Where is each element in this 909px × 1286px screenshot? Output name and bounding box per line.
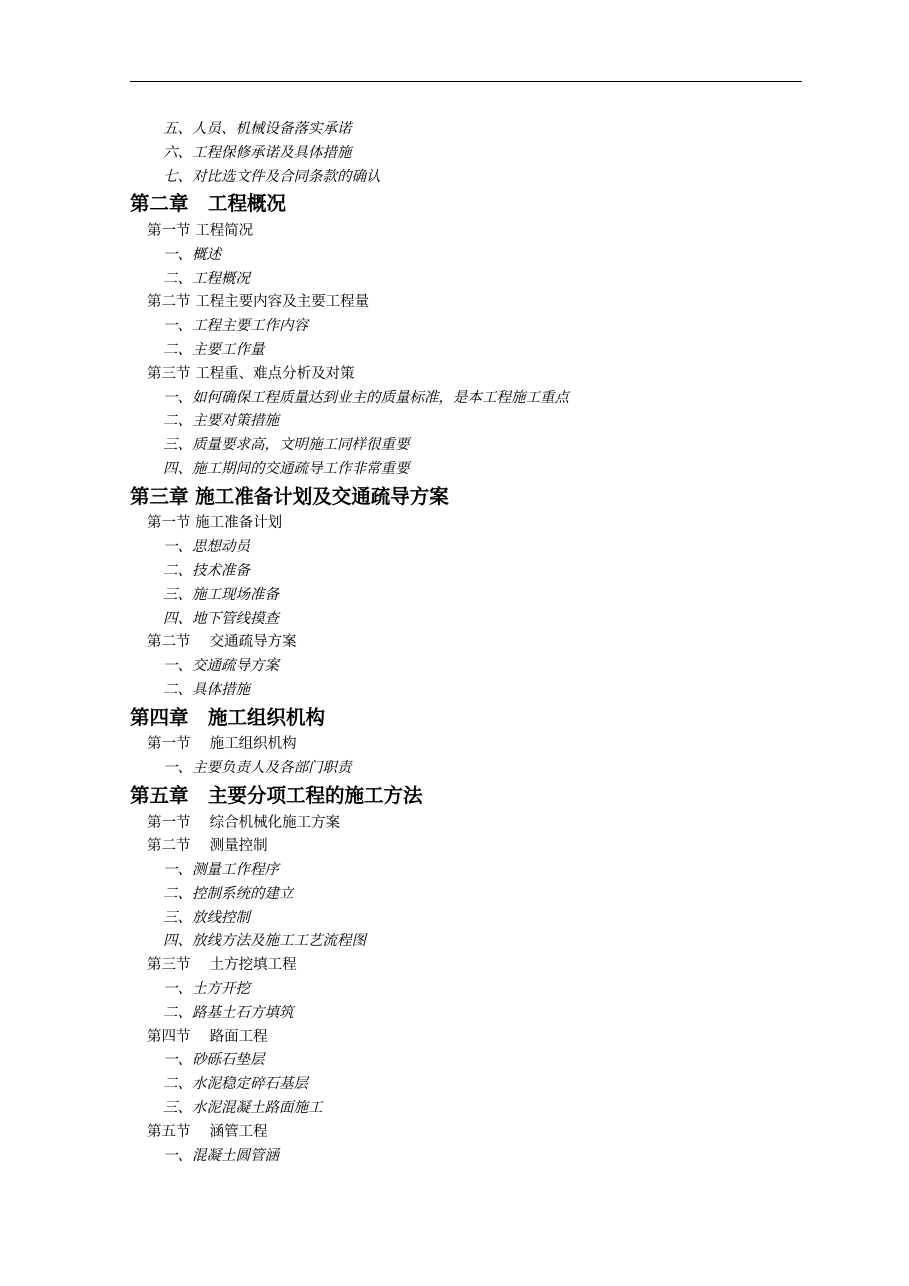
toc-item: 二、工程概况 — [163, 270, 250, 287]
toc-section: 第一节 工程简况 — [147, 222, 254, 239]
toc-item: 一、如何确保工程质量达到业主的质量标准，是本工程施工重点 — [163, 389, 569, 406]
toc-chapter-heading: 第二章 工程概况 — [130, 192, 287, 216]
toc-item: 一、概述 — [163, 246, 221, 263]
toc-section: 第三节 土方挖填工程 — [147, 957, 297, 974]
toc-chapter-heading: 第三章 施工准备计划及交通疏导方案 — [130, 484, 449, 508]
toc-section: 第二节 测量控制 — [147, 838, 268, 855]
toc-item: 四、施工期间的交通疏导工作非常重要 — [163, 460, 410, 477]
toc-section: 第一节 施工组织机构 — [147, 736, 297, 753]
toc-chapter-heading: 第五章 主要分项工程的施工方法 — [130, 783, 423, 807]
toc-section: 第一节 施工准备计划 — [147, 515, 283, 532]
toc-item: 七、对比选文件及合同条款的确认 — [163, 168, 381, 185]
toc-item: 一、工程主要工作内容 — [163, 318, 308, 335]
toc-item: 一、土方开挖 — [163, 981, 250, 998]
toc-item: 二、水泥稳定碎石基层 — [163, 1076, 308, 1093]
header-rule — [130, 81, 802, 82]
toc-section: 第一节 综合机械化施工方案 — [147, 814, 341, 831]
toc-item: 三、施工现场准备 — [163, 586, 279, 603]
toc-item: 三、质量要求高，文明施工同样很重要 — [163, 437, 410, 454]
toc-item: 一、砂砾石垫层 — [163, 1052, 265, 1069]
toc-chapter-heading: 第四章 施工组织机构 — [130, 705, 326, 729]
toc-item: 一、混凝土圆管涵 — [163, 1147, 279, 1164]
toc-item: 二、技术准备 — [163, 562, 250, 579]
toc-item: 四、放线方法及施工工艺流程图 — [163, 933, 366, 950]
toc-item: 三、水泥混凝土路面施工 — [163, 1100, 323, 1117]
toc-item: 一、主要负责人及各部门职责 — [163, 760, 352, 777]
toc-item: 二、主要对策措施 — [163, 413, 279, 430]
toc-item: 三、放线控制 — [163, 909, 250, 926]
toc-item: 一、思想动员 — [163, 539, 250, 556]
toc-item: 一、交通疏导方案 — [163, 658, 279, 675]
toc-item: 四、地下管线摸查 — [163, 610, 279, 627]
toc-item: 二、路基土石方填筑 — [163, 1004, 294, 1021]
toc-item: 二、主要工作量 — [163, 341, 265, 358]
toc-section: 第三节 工程重、难点分析及对策 — [147, 365, 355, 382]
toc-section: 第五节 涵管工程 — [147, 1123, 268, 1140]
toc-item: 一、测量工作程序 — [163, 862, 279, 879]
toc-item: 二、具体措施 — [163, 681, 250, 698]
table-of-contents — [0, 118, 909, 1168]
toc-section: 第四节 路面工程 — [147, 1028, 268, 1045]
toc-section: 第二节 交通疏导方案 — [147, 634, 297, 651]
toc-item: 二、控制系统的建立 — [163, 885, 294, 902]
toc-item: 五、人员、机械设备落实承诺 — [163, 121, 352, 137]
toc-item: 六、工程保修承诺及具体措施 — [163, 144, 352, 161]
toc-section: 第二节 工程主要内容及主要工程量 — [147, 294, 370, 311]
